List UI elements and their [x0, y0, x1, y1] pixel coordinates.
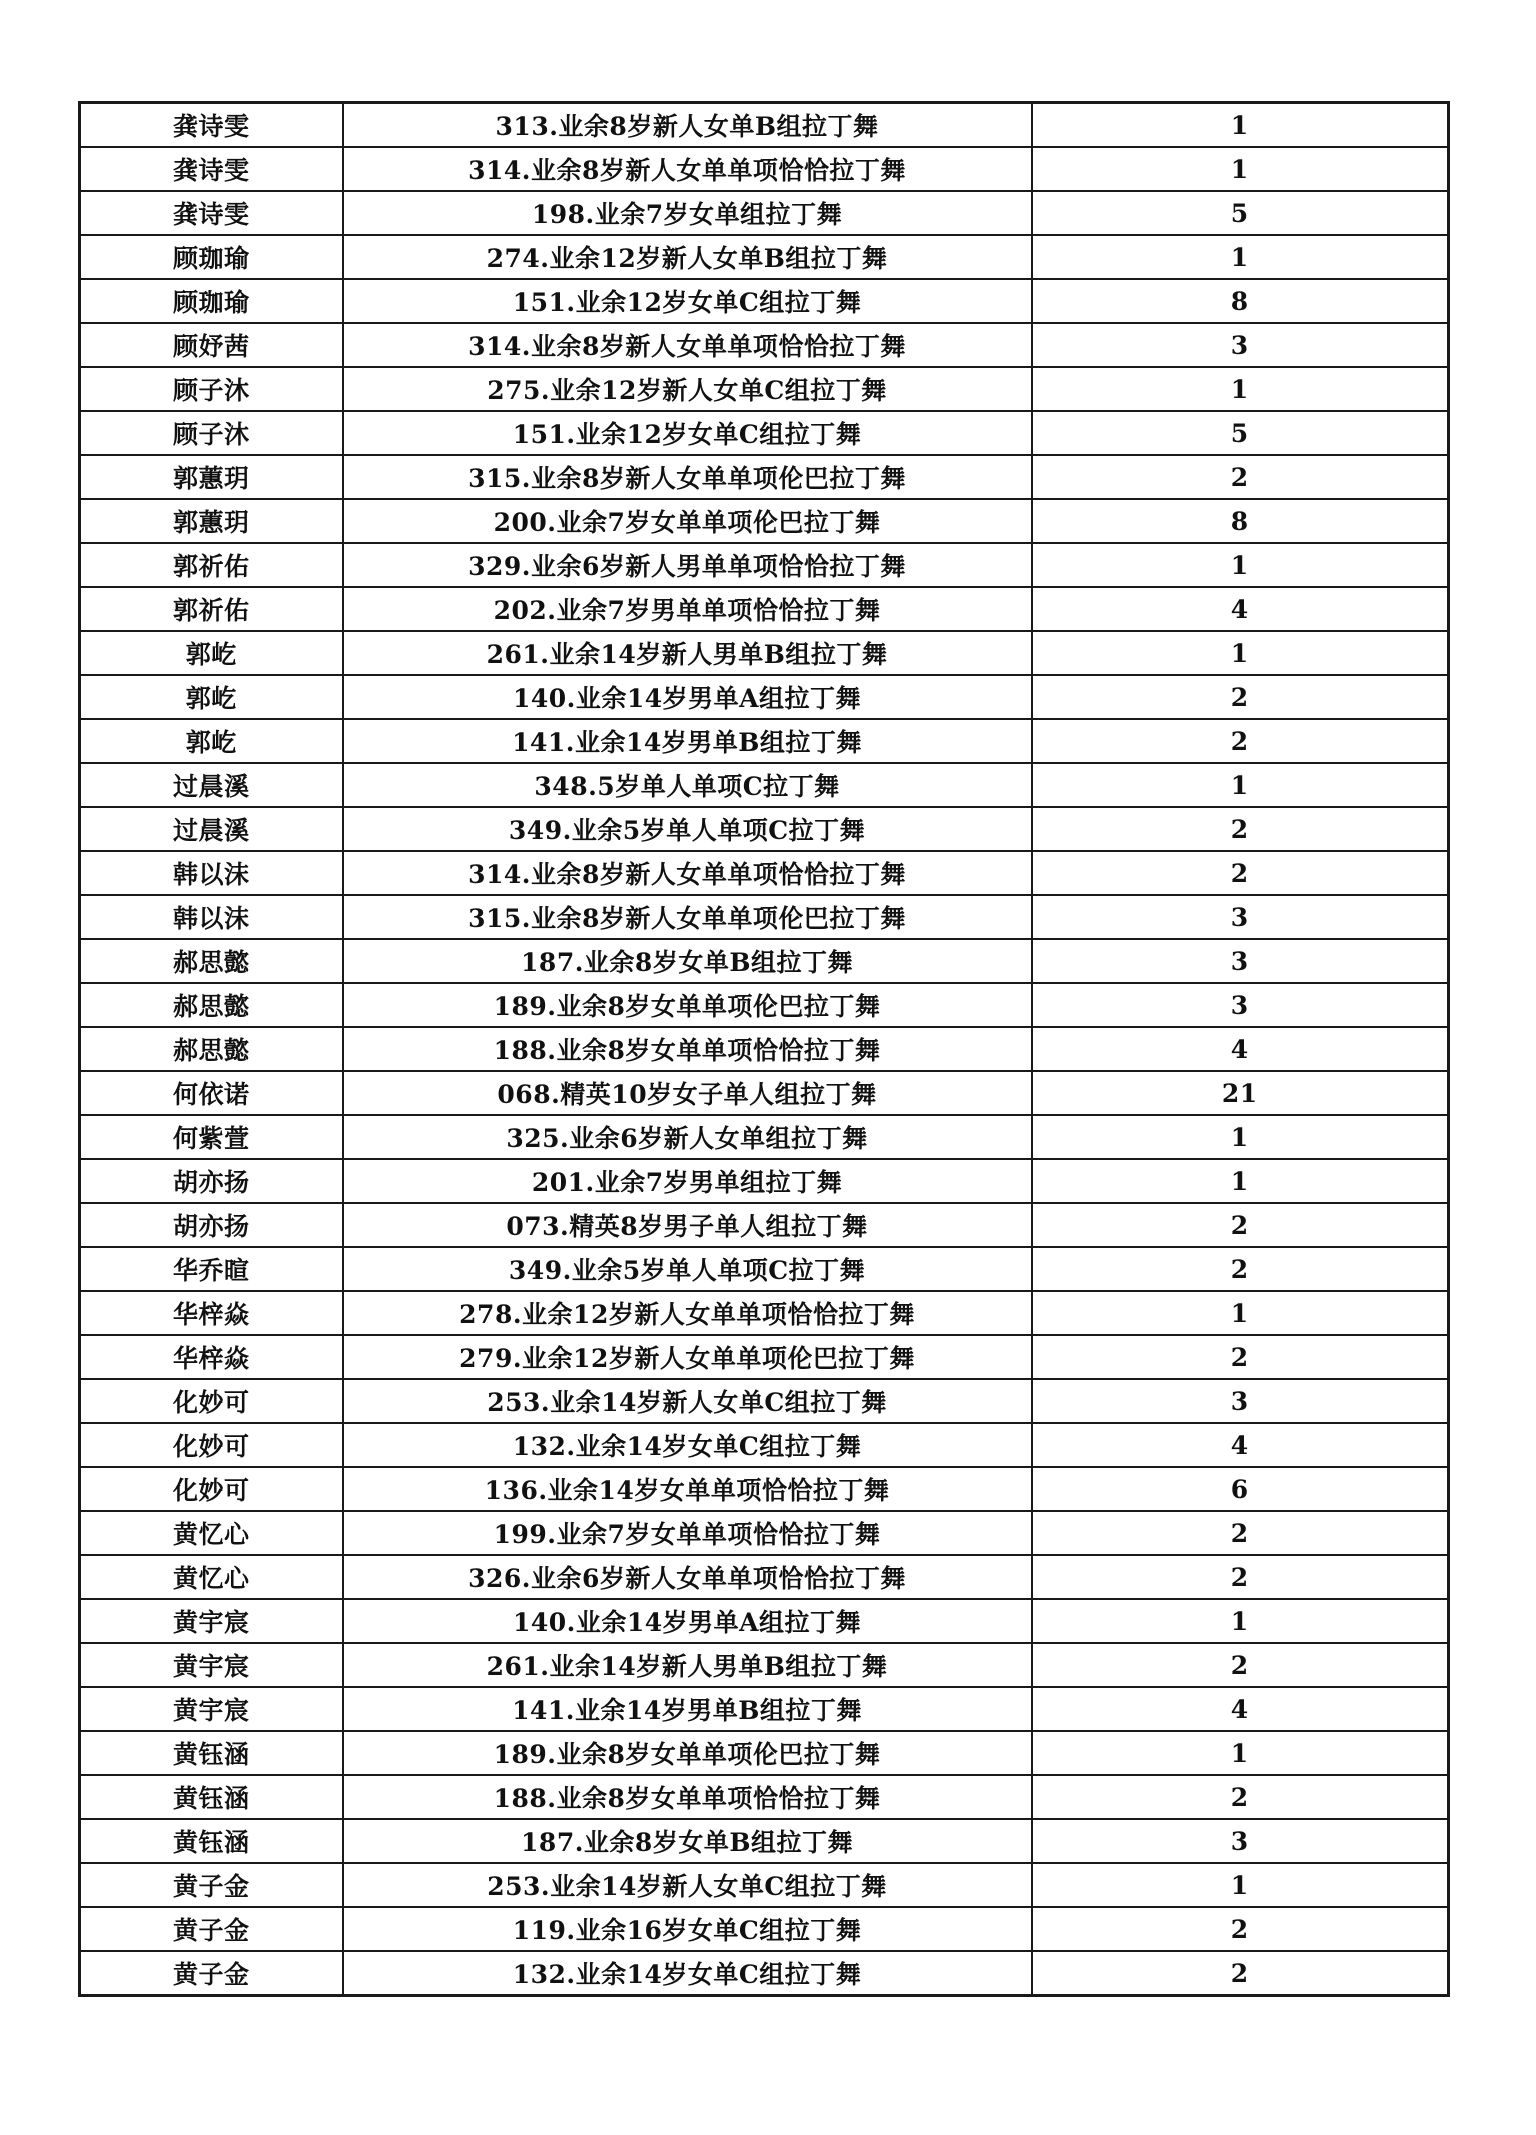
- table-row: [80, 455, 1449, 499]
- contestant-name-cell: 化妙可: [80, 1467, 343, 1511]
- rank-cell: 3: [1032, 939, 1449, 983]
- rank-cell: 1: [1032, 1863, 1449, 1907]
- event-name-cell: 188.业余8岁女单单项恰恰拉丁舞: [343, 1027, 1032, 1071]
- contestant-name-cell: 顾珈瑜: [80, 279, 343, 323]
- event-name-cell: 278.业余12岁新人女单单项恰恰拉丁舞: [343, 1291, 1032, 1335]
- rank-cell: 4: [1032, 1027, 1449, 1071]
- contestant-name-cell: 郭祈佑: [80, 543, 343, 587]
- table-row: [80, 939, 1449, 983]
- event-name-cell: 151.业余12岁女单C组拉丁舞: [343, 279, 1032, 323]
- rank-cell: 21: [1032, 1071, 1449, 1115]
- contestant-name-cell: 黄宇宸: [80, 1687, 343, 1731]
- rank-cell: 8: [1032, 499, 1449, 543]
- contestant-name-cell: 郝思懿: [80, 1027, 343, 1071]
- contestant-name-cell: 顾妤茜: [80, 323, 343, 367]
- contestant-name-cell: 郭屹: [80, 719, 343, 763]
- results-table: [78, 101, 1450, 1997]
- table-row: [80, 1115, 1449, 1159]
- contestant-name-cell: 龚诗雯: [80, 191, 343, 235]
- table-row: [80, 191, 1449, 235]
- table-row: [80, 1819, 1449, 1863]
- table-row: [80, 587, 1449, 631]
- event-name-cell: 201.业余7岁男单组拉丁舞: [343, 1159, 1032, 1203]
- contestant-name-cell: 化妙可: [80, 1423, 343, 1467]
- event-name-cell: 136.业余14岁女单单项恰恰拉丁舞: [343, 1467, 1032, 1511]
- event-name-cell: 314.业余8岁新人女单单项恰恰拉丁舞: [343, 851, 1032, 895]
- table-row: [80, 1599, 1449, 1643]
- event-name-cell: 261.业余14岁新人男单B组拉丁舞: [343, 1643, 1032, 1687]
- event-name-cell: 325.业余6岁新人女单组拉丁舞: [343, 1115, 1032, 1159]
- rank-cell: 2: [1032, 1335, 1449, 1379]
- rank-cell: 2: [1032, 1775, 1449, 1819]
- contestant-name-cell: 韩以沫: [80, 895, 343, 939]
- table-row: [80, 1467, 1449, 1511]
- rank-cell: 4: [1032, 1687, 1449, 1731]
- contestant-name-cell: 龚诗雯: [80, 147, 343, 191]
- event-name-cell: 189.业余8岁女单单项伦巴拉丁舞: [343, 983, 1032, 1027]
- rank-cell: 1: [1032, 147, 1449, 191]
- results-table-body: [80, 103, 1449, 1996]
- table-row: [80, 807, 1449, 851]
- event-name-cell: 253.业余14岁新人女单C组拉丁舞: [343, 1379, 1032, 1423]
- contestant-name-cell: 化妙可: [80, 1379, 343, 1423]
- rank-cell: 3: [1032, 1379, 1449, 1423]
- event-name-cell: 141.业余14岁男单B组拉丁舞: [343, 1687, 1032, 1731]
- table-row: [80, 1291, 1449, 1335]
- event-name-cell: 315.业余8岁新人女单单项伦巴拉丁舞: [343, 895, 1032, 939]
- event-name-cell: 119.业余16岁女单C组拉丁舞: [343, 1907, 1032, 1951]
- table-row: [80, 1643, 1449, 1687]
- table-row: [80, 1731, 1449, 1775]
- rank-cell: 2: [1032, 807, 1449, 851]
- rank-cell: 1: [1032, 1599, 1449, 1643]
- table-row: [80, 411, 1449, 455]
- contestant-name-cell: 何依诺: [80, 1071, 343, 1115]
- table-row: [80, 1335, 1449, 1379]
- rank-cell: 4: [1032, 587, 1449, 631]
- event-name-cell: 202.业余7岁男单单项恰恰拉丁舞: [343, 587, 1032, 631]
- rank-cell: 2: [1032, 1907, 1449, 1951]
- table-row: [80, 1907, 1449, 1951]
- table-row: [80, 1379, 1449, 1423]
- table-row: [80, 1555, 1449, 1599]
- contestant-name-cell: 华乔暄: [80, 1247, 343, 1291]
- table-row: [80, 235, 1449, 279]
- table-row: [80, 1775, 1449, 1819]
- contestant-name-cell: 胡亦扬: [80, 1203, 343, 1247]
- rank-cell: 5: [1032, 191, 1449, 235]
- event-name-cell: 253.业余14岁新人女单C组拉丁舞: [343, 1863, 1032, 1907]
- rank-cell: 3: [1032, 323, 1449, 367]
- contestant-name-cell: 黄宇宸: [80, 1643, 343, 1687]
- rank-cell: 6: [1032, 1467, 1449, 1511]
- event-name-cell: 314.业余8岁新人女单单项恰恰拉丁舞: [343, 323, 1032, 367]
- rank-cell: 1: [1032, 1731, 1449, 1775]
- contestant-name-cell: 顾子沐: [80, 367, 343, 411]
- rank-cell: 2: [1032, 719, 1449, 763]
- rank-cell: 1: [1032, 1291, 1449, 1335]
- contestant-name-cell: 华梓焱: [80, 1335, 343, 1379]
- table-row: [80, 851, 1449, 895]
- event-name-cell: 348.5岁单人单项C拉丁舞: [343, 763, 1032, 807]
- rank-cell: 2: [1032, 455, 1449, 499]
- contestant-name-cell: 顾珈瑜: [80, 235, 343, 279]
- table-row: [80, 1159, 1449, 1203]
- contestant-name-cell: 顾子沐: [80, 411, 343, 455]
- event-name-cell: 313.业余8岁新人女单B组拉丁舞: [343, 103, 1032, 148]
- table-row: [80, 1423, 1449, 1467]
- event-name-cell: 274.业余12岁新人女单B组拉丁舞: [343, 235, 1032, 279]
- contestant-name-cell: 过晨溪: [80, 763, 343, 807]
- contestant-name-cell: 郭祈佑: [80, 587, 343, 631]
- table-row: [80, 1863, 1449, 1907]
- table-row: [80, 543, 1449, 587]
- rank-cell: 3: [1032, 895, 1449, 939]
- event-name-cell: 349.业余5岁单人单项C拉丁舞: [343, 1247, 1032, 1291]
- contestant-name-cell: 黄子金: [80, 1907, 343, 1951]
- table-row: [80, 719, 1449, 763]
- rank-cell: 2: [1032, 1555, 1449, 1599]
- contestant-name-cell: 郭屹: [80, 631, 343, 675]
- table-row: [80, 1071, 1449, 1115]
- event-name-cell: 151.业余12岁女单C组拉丁舞: [343, 411, 1032, 455]
- rank-cell: 1: [1032, 1159, 1449, 1203]
- contestant-name-cell: 郭屹: [80, 675, 343, 719]
- contestant-name-cell: 黄钰涵: [80, 1731, 343, 1775]
- contestant-name-cell: 黄子金: [80, 1951, 343, 1996]
- event-name-cell: 132.业余14岁女单C组拉丁舞: [343, 1423, 1032, 1467]
- event-name-cell: 187.业余8岁女单B组拉丁舞: [343, 1819, 1032, 1863]
- contestant-name-cell: 郭蕙玥: [80, 499, 343, 543]
- table-row: [80, 675, 1449, 719]
- table-row: [80, 1951, 1449, 1996]
- table-row: [80, 499, 1449, 543]
- table-row: [80, 1687, 1449, 1731]
- event-name-cell: 187.业余8岁女单B组拉丁舞: [343, 939, 1032, 983]
- contestant-name-cell: 韩以沫: [80, 851, 343, 895]
- event-name-cell: 199.业余7岁女单单项恰恰拉丁舞: [343, 1511, 1032, 1555]
- table-row: [80, 895, 1449, 939]
- rank-cell: 1: [1032, 763, 1449, 807]
- rank-cell: 3: [1032, 983, 1449, 1027]
- event-name-cell: 329.业余6岁新人男单单项恰恰拉丁舞: [343, 543, 1032, 587]
- rank-cell: 2: [1032, 1203, 1449, 1247]
- table-row: [80, 1203, 1449, 1247]
- rank-cell: 2: [1032, 1247, 1449, 1291]
- event-name-cell: 261.业余14岁新人男单B组拉丁舞: [343, 631, 1032, 675]
- event-name-cell: 073.精英8岁男子单人组拉丁舞: [343, 1203, 1032, 1247]
- table-row: [80, 147, 1449, 191]
- table-row: [80, 763, 1449, 807]
- rank-cell: 2: [1032, 1951, 1449, 1996]
- contestant-name-cell: 过晨溪: [80, 807, 343, 851]
- contestant-name-cell: 黄子金: [80, 1863, 343, 1907]
- table-row: [80, 103, 1449, 148]
- rank-cell: 5: [1032, 411, 1449, 455]
- event-name-cell: 279.业余12岁新人女单单项伦巴拉丁舞: [343, 1335, 1032, 1379]
- contestant-name-cell: 黄钰涵: [80, 1819, 343, 1863]
- table-row: [80, 1511, 1449, 1555]
- contestant-name-cell: 郭蕙玥: [80, 455, 343, 499]
- event-name-cell: 132.业余14岁女单C组拉丁舞: [343, 1951, 1032, 1996]
- event-name-cell: 314.业余8岁新人女单单项恰恰拉丁舞: [343, 147, 1032, 191]
- event-name-cell: 326.业余6岁新人女单单项恰恰拉丁舞: [343, 1555, 1032, 1599]
- contestant-name-cell: 郝思懿: [80, 983, 343, 1027]
- event-name-cell: 140.业余14岁男单A组拉丁舞: [343, 1599, 1032, 1643]
- contestant-name-cell: 华梓焱: [80, 1291, 343, 1335]
- contestant-name-cell: 黄忆心: [80, 1555, 343, 1599]
- rank-cell: 2: [1032, 851, 1449, 895]
- table-row: [80, 279, 1449, 323]
- rank-cell: 1: [1032, 367, 1449, 411]
- rank-cell: 1: [1032, 235, 1449, 279]
- event-name-cell: 141.业余14岁男单B组拉丁舞: [343, 719, 1032, 763]
- event-name-cell: 198.业余7岁女单组拉丁舞: [343, 191, 1032, 235]
- event-name-cell: 349.业余5岁单人单项C拉丁舞: [343, 807, 1032, 851]
- contestant-name-cell: 胡亦扬: [80, 1159, 343, 1203]
- contestant-name-cell: 黄钰涵: [80, 1775, 343, 1819]
- rank-cell: 1: [1032, 543, 1449, 587]
- rank-cell: 1: [1032, 631, 1449, 675]
- table-row: [80, 1027, 1449, 1071]
- event-name-cell: 188.业余8岁女单单项恰恰拉丁舞: [343, 1775, 1032, 1819]
- contestant-name-cell: 何紫萱: [80, 1115, 343, 1159]
- contestant-name-cell: 黄宇宸: [80, 1599, 343, 1643]
- table-row: [80, 631, 1449, 675]
- table-row: [80, 1247, 1449, 1291]
- rank-cell: 3: [1032, 1819, 1449, 1863]
- rank-cell: 1: [1032, 103, 1449, 148]
- event-name-cell: 275.业余12岁新人女单C组拉丁舞: [343, 367, 1032, 411]
- event-name-cell: 315.业余8岁新人女单单项伦巴拉丁舞: [343, 455, 1032, 499]
- rank-cell: 1: [1032, 1115, 1449, 1159]
- event-name-cell: 200.业余7岁女单单项伦巴拉丁舞: [343, 499, 1032, 543]
- contestant-name-cell: 黄忆心: [80, 1511, 343, 1555]
- table-row: [80, 983, 1449, 1027]
- rank-cell: 2: [1032, 1511, 1449, 1555]
- contestant-name-cell: 郝思懿: [80, 939, 343, 983]
- rank-cell: 2: [1032, 1643, 1449, 1687]
- event-name-cell: 140.业余14岁男单A组拉丁舞: [343, 675, 1032, 719]
- table-row: [80, 367, 1449, 411]
- rank-cell: 2: [1032, 675, 1449, 719]
- table-row: [80, 323, 1449, 367]
- event-name-cell: 189.业余8岁女单单项伦巴拉丁舞: [343, 1731, 1032, 1775]
- rank-cell: 4: [1032, 1423, 1449, 1467]
- rank-cell: 8: [1032, 279, 1449, 323]
- event-name-cell: 068.精英10岁女子单人组拉丁舞: [343, 1071, 1032, 1115]
- contestant-name-cell: 龚诗雯: [80, 103, 343, 148]
